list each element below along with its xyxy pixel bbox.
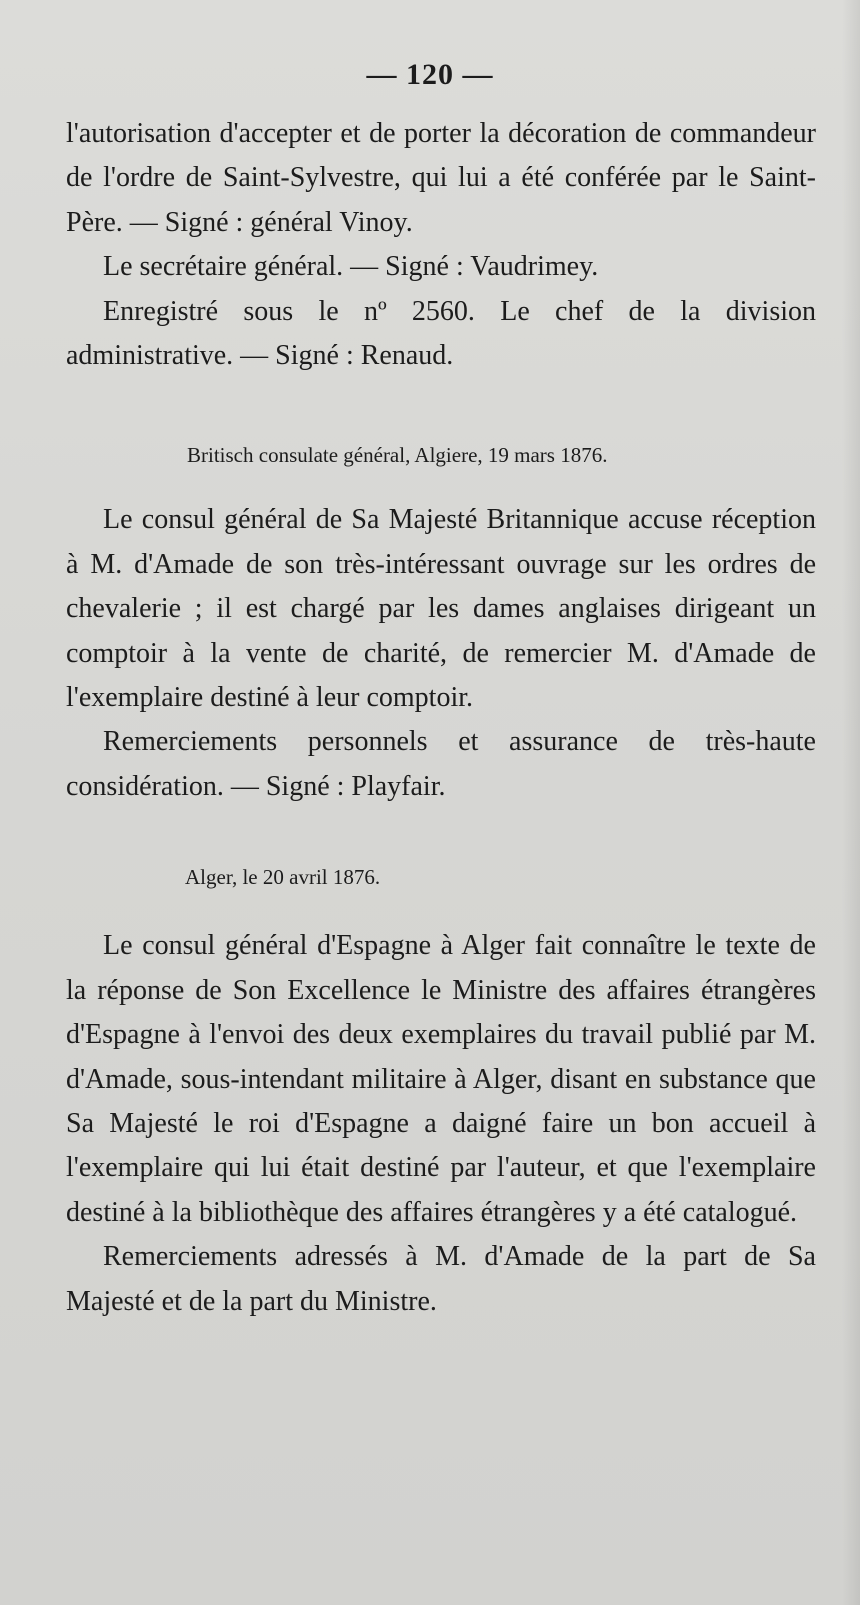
paragraph-british-consul: Le consul général de Sa Majesté Britannique accuse réception à M. d'Amade de son très-intéressant ouvrage sur les ordres de chevalerie ; il est chargé par les dames anglaises dirigeant un comptoir à la vente de charité, de remercier M. d'Amade de l'exemplaire destiné à leur comptoir.	[66, 504, 816, 714]
page-number: — 120 —	[366, 58, 494, 91]
dateline-british-consulate: Britisch consulate général, Algiere, 19 mars 1876.	[187, 443, 608, 468]
page-body	[66, 112, 816, 1324]
paragraph-spanish-consul: Le consul général d'Espagne à Alger fait connaître le texte de la réponse de Son Excellence le Ministre des affaires étrangères d'Espagne à l'envoi des deux exemplaires du travail publié par M. d'Amade, sous-intendant militaire à Alger, disant en substance que Sa Majesté le roi d'Espagne a daigné faire un bon accueil à l'exemplaire qui lui était destiné par l'auteur, et que l'exemplaire destiné à la bibliothèque des affaires étrangères y a été catalogué.	[66, 930, 816, 1228]
dateline-alger: Alger, le 20 avril 1876.	[185, 865, 381, 890]
paragraph-registration: Enregistré sous le nº 2560. Le chef de la division administrative. — Signé : Renaud.	[66, 295, 816, 372]
paragraph-secretary: Le secrétaire général. — Signé : Vaudrimey.	[103, 251, 599, 283]
paragraph-playfair-thanks: Remerciements personnels et assurance de très-haute considération. — Signé : Playfair.	[66, 726, 816, 802]
paragraph-authorization: l'autorisation d'accepter et de porter la décoration de commandeur de l'ordre de Saint-Sylvestre, qui lui a été conférée par le Saint-Père. — Signé : général Vinoy.	[66, 118, 816, 238]
page-edge-shadow	[842, 0, 860, 1605]
paragraph-spanish-thanks: Remerciements adressés à M. d'Amade de la part de Sa Majesté et de la part du Ministre.	[66, 1241, 816, 1317]
